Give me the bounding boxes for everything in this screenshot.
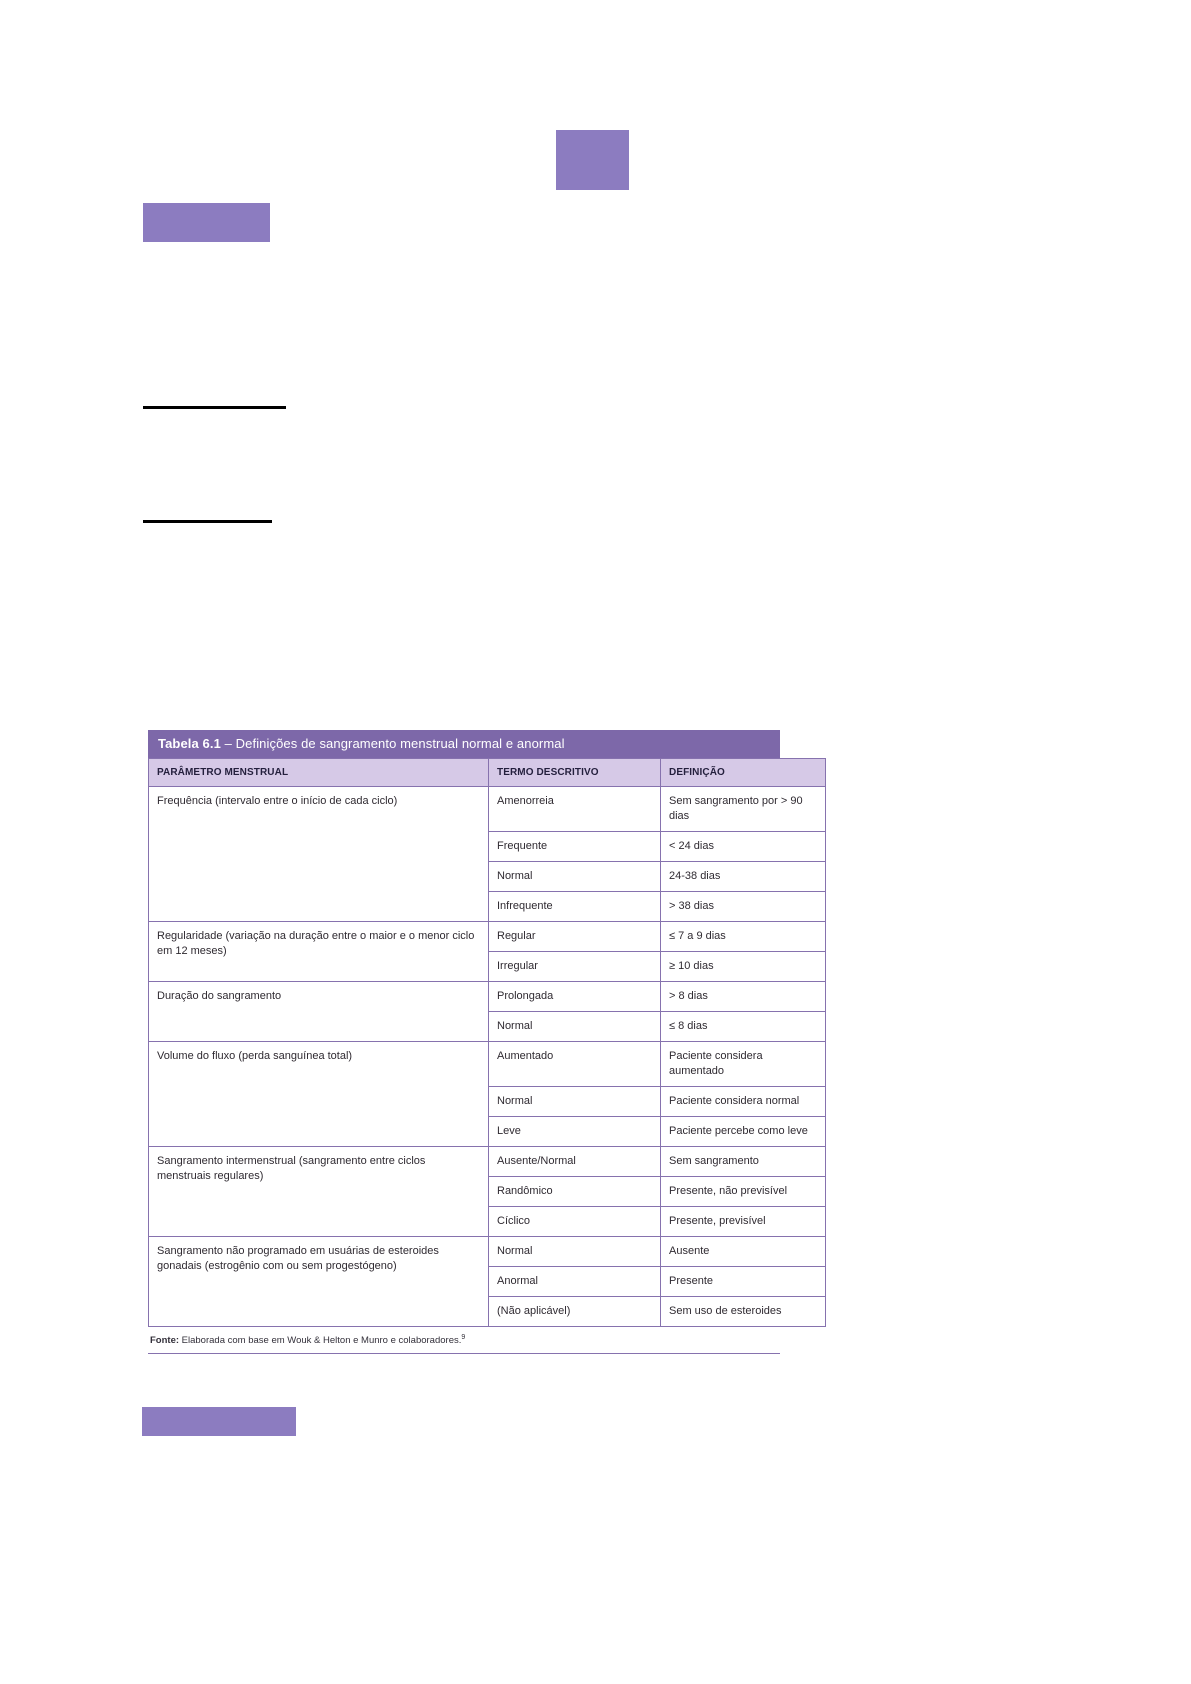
table-row xyxy=(149,1237,826,1267)
def-cell: Ausente xyxy=(661,1237,826,1267)
redacted-block-top-center xyxy=(556,130,629,190)
def-cell: Presente, previsível xyxy=(661,1207,826,1237)
column-header-definicao: DEFINIÇÃO xyxy=(661,759,826,787)
def-cell: Paciente percebe como leve xyxy=(661,1117,826,1147)
column-header-termo: TERMO DESCRITIVO xyxy=(489,759,661,787)
param-cell-duracao: Duração do sangramento xyxy=(149,982,489,1042)
def-cell: > 8 dias xyxy=(661,982,826,1012)
term-cell: Infrequente xyxy=(489,892,661,922)
source-text: Elaborada com base em Wouk & Helton e Munro e colaboradores. xyxy=(179,1335,462,1347)
def-cell: Paciente considera aumentado xyxy=(661,1042,826,1087)
table-header-row xyxy=(149,759,826,787)
def-cell: ≤ 8 dias xyxy=(661,1012,826,1042)
source-reference-number: 9 xyxy=(461,1334,466,1341)
def-cell: > 38 dias xyxy=(661,892,826,922)
def-cell: Sem sangramento xyxy=(661,1147,826,1177)
term-cell: Anormal xyxy=(489,1267,661,1297)
def-cell: 24-38 dias xyxy=(661,862,826,892)
term-cell: Normal xyxy=(489,862,661,892)
term-cell: Normal xyxy=(489,1237,661,1267)
term-cell: Ausente/Normal xyxy=(489,1147,661,1177)
param-cell-volume: Volume do fluxo (perda sanguínea total) xyxy=(149,1042,489,1147)
source-label: Fonte: xyxy=(150,1335,180,1347)
table-row xyxy=(149,982,826,1012)
definitions-table xyxy=(148,758,826,1327)
term-cell: Normal xyxy=(489,1087,661,1117)
table-title-text: – Definições de sangramento menstrual normal e anormal xyxy=(220,736,565,751)
table-title-number: Tabela 6.1 xyxy=(158,736,221,751)
term-cell: Cíclico xyxy=(489,1207,661,1237)
horizontal-rule-upper xyxy=(143,406,286,409)
term-cell: (Não aplicável) xyxy=(489,1297,661,1327)
def-cell: Presente xyxy=(661,1267,826,1297)
table-row xyxy=(149,922,826,952)
table-row xyxy=(149,787,826,832)
term-cell: Irregular xyxy=(489,952,661,982)
def-cell: < 24 dias xyxy=(661,832,826,862)
horizontal-rule-lower xyxy=(143,520,272,523)
def-cell: Sem uso de esteroides xyxy=(661,1297,826,1327)
term-cell: Aumentado xyxy=(489,1042,661,1087)
def-cell: Presente, não previsível xyxy=(661,1177,826,1207)
def-cell: ≤ 7 a 9 dias xyxy=(661,922,826,952)
def-cell: Paciente considera normal xyxy=(661,1087,826,1117)
term-cell: Regular xyxy=(489,922,661,952)
term-cell: Leve xyxy=(489,1117,661,1147)
column-header-parametro: PARÂMETRO MENSTRUAL xyxy=(149,759,489,787)
param-cell-frequencia: Frequência (intervalo entre o início de cada ciclo) xyxy=(149,787,489,922)
term-cell: Amenorreia xyxy=(489,787,661,832)
table-row xyxy=(149,1042,826,1087)
param-cell-regularidade: Regularidade (variação na duração entre o maior e o menor ciclo em 12 meses) xyxy=(149,922,489,982)
term-cell: Randômico xyxy=(489,1177,661,1207)
term-cell: Normal xyxy=(489,1012,661,1042)
param-cell-intermenstrual: Sangramento intermenstrual (sangramento entre ciclos menstruais regulares) xyxy=(149,1147,489,1237)
table-6-1 xyxy=(148,730,808,1354)
def-cell: Sem sangramento por > 90 dias xyxy=(661,787,826,832)
param-cell-nao-programado: Sangramento não programado em usuárias de esteroides gonadais (estrogênio com ou sem progestógeno) xyxy=(149,1237,489,1327)
table-row xyxy=(149,1147,826,1177)
term-cell: Frequente xyxy=(489,832,661,862)
redacted-block-bottom-left xyxy=(142,1407,296,1436)
table-source-note xyxy=(148,1327,780,1354)
table-title xyxy=(148,730,780,758)
def-cell: ≥ 10 dias xyxy=(661,952,826,982)
redacted-block-top-left xyxy=(143,203,270,242)
term-cell: Prolongada xyxy=(489,982,661,1012)
